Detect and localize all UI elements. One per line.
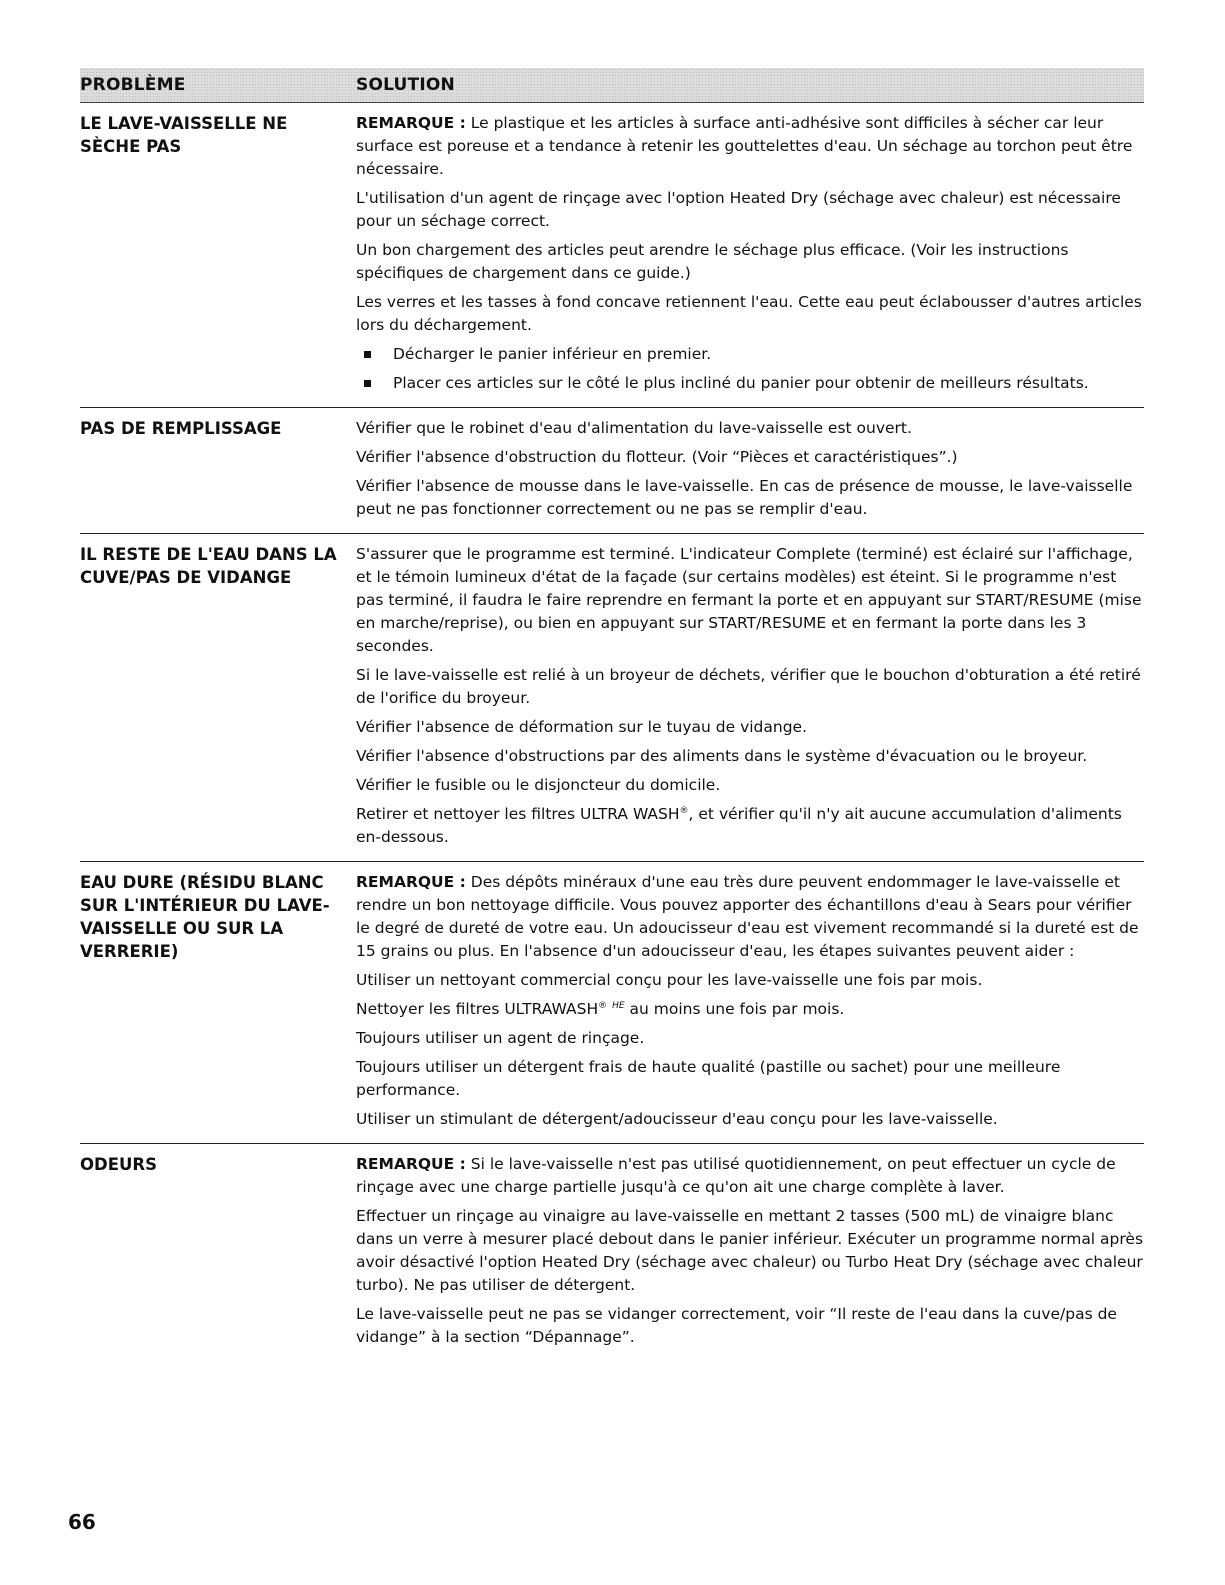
solution-paragraph: Toujours utiliser un détergent frais de haute qualité (pastille ou sachet) pour une meilleure performance. [356, 1058, 1061, 1099]
solution-paragraph: Vérifier que le robinet d'eau d'alimentation du lave-vaisselle est ouvert. [356, 419, 912, 437]
problem-cell: EAU DURE (RÉSIDU BLANC SUR L'INTÉRIEUR DU LAVE-VAISSELLE OU SUR LA VERRERIE) [80, 873, 330, 961]
table-row [80, 862, 1144, 1144]
solution-column-header: SOLUTION [356, 75, 455, 95]
square-bullet-icon [364, 351, 371, 358]
table-row [80, 408, 1144, 534]
table-row [80, 534, 1144, 862]
solution-paragraph: Utiliser un stimulant de détergent/adoucisseur d'eau conçu pour les lave-vaisselle. [356, 1110, 998, 1128]
problem-cell: ODEURS [80, 1155, 157, 1174]
problem-column-header: PROBLÈME [80, 75, 186, 95]
solution-paragraph: Vérifier l'absence de mousse dans le lave-vaisselle. En cas de présence de mousse, le lave-vaisselle peut ne pas fonctionner correctement ou ne pas se remplir d'eau. [356, 477, 1133, 518]
solution-paragraph [356, 871, 1144, 963]
solution-paragraph [356, 803, 1144, 849]
troubleshooting-table [80, 68, 1144, 1361]
bullet-text: Placer ces articles sur le côté le plus incliné du panier pour obtenir de meilleurs résultats. [393, 374, 1089, 392]
table-row [80, 103, 1144, 408]
solution-paragraph: Vérifier l'absence d'obstruction du flotteur. (Voir “Pièces et caractéristiques”.) [356, 448, 958, 466]
solution-paragraph [356, 112, 1144, 181]
table-header [80, 68, 1144, 103]
bullet-item [356, 372, 1144, 395]
solution-text: Nettoyer les filtres ULTRAWASH [356, 1000, 599, 1018]
note-label: REMARQUE : [356, 873, 466, 891]
solution-cell [356, 112, 1144, 401]
solution-paragraph: Effectuer un rinçage au vinaigre au lave-vaisselle en mettant 2 tasses (500 mL) de vinaigre blanc dans un verre à mesurer placé debout dans le panier inférieur. Exécuter un programme normal après avoir désactivé l'option Heated Dry (séchage avec chaleur) ou Turbo Heat Dry (séchage avec chaleur turbo). Ne pas utiliser de détergent. [356, 1207, 1144, 1294]
solution-cell [356, 417, 1144, 527]
solution-paragraph: Si le lave-vaisselle est relié à un broyeur de déchets, vérifier que le bouchon d'obturation a été retiré de l'orifice du broyeur. [356, 666, 1141, 707]
solution-paragraph: Vérifier le fusible ou le disjoncteur du domicile. [356, 776, 721, 794]
solution-paragraph: Le lave-vaisselle peut ne pas se vidanger correctement, voir “Il reste de l'eau dans la cuve/pas de vidange” à la section “Dépannage”. [356, 1305, 1117, 1346]
solution-cell [356, 1153, 1144, 1355]
solution-paragraph: Utiliser un nettoyant commercial conçu pour les lave-vaisselle une fois par mois. [356, 971, 983, 989]
solution-paragraph: Vérifier l'absence d'obstructions par des aliments dans le système d'évacuation ou le broyeur. [356, 747, 1088, 765]
solution-paragraph [356, 998, 1144, 1021]
problem-cell: LE LAVE-VAISSELLE NE SÈCHE PAS [80, 114, 288, 156]
solution-paragraph: Vérifier l'absence de déformation sur le tuyau de vidange. [356, 718, 808, 736]
table-row [80, 1144, 1144, 1361]
solution-text: Le plastique et les articles à surface anti-adhésive sont difficiles à sécher car leur surface est poreuse et a tendance à retenir les gouttelettes d'eau. Un séchage au torchon peut être nécessaire. [356, 114, 1133, 178]
solution-paragraph: Les verres et les tasses à fond concave retiennent l'eau. Cette eau peut éclabousser d'autres articles lors du déchargement. [356, 293, 1142, 334]
solution-paragraph [356, 1153, 1144, 1199]
solution-paragraph: L'utilisation d'un agent de rinçage avec l'option Heated Dry (séchage avec chaleur) est nécessaire pour un séchage correct. [356, 189, 1121, 230]
bullet-text: Décharger le panier inférieur en premier. [393, 345, 712, 363]
solution-cell [356, 871, 1144, 1137]
page-number: 66 [68, 1510, 96, 1534]
solution-text: Si le lave-vaisselle n'est pas utilisé quotidiennement, on peut effectuer un cycle de rinçage avec une charge partielle jusqu'à ce qu'on ait une charge complète à laver. [356, 1155, 1116, 1196]
he-mark: HE [612, 1000, 625, 1011]
note-label: REMARQUE : [356, 1155, 466, 1173]
solution-text: au moins une fois par mois. [629, 1000, 845, 1018]
solution-paragraph: Un bon chargement des articles peut arendre le séchage plus efficace. (Voir les instructions spécifiques de chargement dans ce guide.) [356, 241, 1069, 282]
solution-text: Retirer et nettoyer les filtres ULTRA WASH [356, 805, 680, 823]
problem-cell: IL RESTE DE L'EAU DANS LA CUVE/PAS DE VIDANGE [80, 545, 337, 587]
solution-cell [356, 543, 1144, 855]
square-bullet-icon [364, 380, 371, 387]
solution-paragraph: S'assurer que le programme est terminé. L'indicateur Complete (terminé) est éclairé sur l'affichage, et le témoin lumineux d'état de la façade (sur certains modèles) est éteint. Si le programme n'est pas terminé, il faudra le faire reprendre en fermant la porte et en appuyant sur START/RESUME (mise en marche/reprise), ou bien en appuyant sur START/RESUME et en fermant la porte dans les 3 secondes. [356, 545, 1142, 655]
problem-cell: PAS DE REMPLISSAGE [80, 419, 282, 438]
note-label: REMARQUE : [356, 114, 466, 132]
registered-mark: ® [679, 805, 689, 816]
solution-text: Des dépôts minéraux d'une eau très dure peuvent endommager le lave-vaisselle et rendre un bon nettoyage difficile. Vous pouvez apporter des échantillons d'eau à Sears pour vérifier le degré de dureté de votre eau. Un adoucisseur d'eau est vivement recommandé si la dureté est de 15 grains ou plus. En l'absence d'un adoucisseur d'eau, les étapes suivantes peuvent aider : [356, 873, 1139, 960]
solution-paragraph: Toujours utiliser un agent de rinçage. [356, 1029, 645, 1047]
registered-mark: ® [598, 1000, 608, 1011]
bullet-item [356, 343, 1144, 366]
solution-text: , et vérifier qu'il n'y ait aucune accumulation d'aliments en-dessous. [356, 805, 1122, 846]
